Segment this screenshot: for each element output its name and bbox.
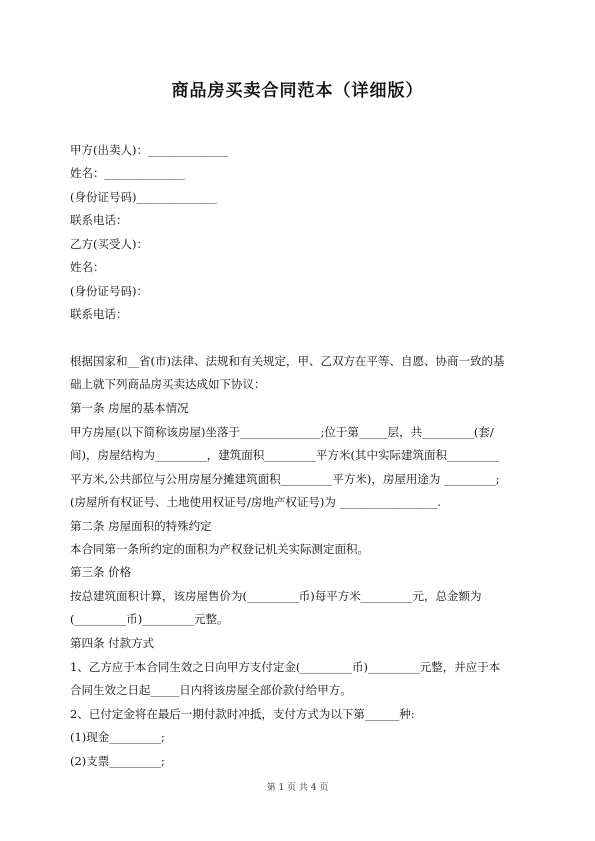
party-a-phone: 联系电话：	[70, 213, 128, 227]
article-4-line-3: 2、已付定金将在最后一期付款时冲抵，支付方式为以下第______种:	[70, 707, 415, 721]
party-b-label: 乙方(买受人)：	[70, 237, 148, 251]
article-1-heading: 第一条 房屋的基本情况	[70, 401, 189, 415]
article-4-line-2: 合同生效之日起_____日内将该房屋全部价款付给甲方。	[70, 683, 352, 697]
party-b-phone: 联系电话：	[70, 307, 128, 321]
article-2-line-1: 本合同第一条所约定的面积为产权登记机关实际测定面积。	[70, 542, 369, 556]
article-1-line-3: 平方米,公共部位与公用房屋分摊建筑面积_________平方米)，房屋用途为 _________;	[70, 472, 500, 486]
article-1-line-2: 间)，房屋结构为_________，建筑面积_________平方米(其中实际建筑面积_________	[70, 448, 499, 462]
preamble-line-2: 础上就下列商品房买卖达成如下协议：	[70, 377, 266, 391]
article-4-line-1: 1、乙方应于本合同生效之日向甲方支付定金(_________币)_________元整，并应于本	[70, 660, 501, 674]
article-1-line-4: (房屋所有权证号、土地使用权证号/房地产权证号)为 _________________.	[70, 495, 441, 509]
article-2-heading: 第二条 房屋面积的特殊约定	[70, 519, 212, 533]
party-b-name: 姓名：	[70, 260, 105, 274]
article-4-heading: 第四条 付款方式	[70, 636, 155, 650]
document-title: 商品房买卖合同范本（详细版）	[171, 81, 424, 101]
article-3-line-2: (_________币)_________元整。	[70, 612, 229, 626]
article-3-heading: 第三条 价格	[70, 565, 132, 579]
party-a-name: 姓名：______________	[70, 166, 185, 180]
payment-option-check: (2)支票_________;	[70, 754, 165, 768]
payment-option-cash: (1)现金_________;	[70, 730, 165, 744]
party-a-label: 甲方(出卖人)：______________	[70, 143, 229, 157]
page-number: 第 1 页 共 4 页	[266, 783, 329, 793]
party-a-id: (身份证号码)______________	[70, 190, 217, 204]
article-1-line-1: 甲方房屋(以下简称该房屋)坐落于______________;位于第_____层，共_________(套/	[70, 425, 494, 439]
preamble-line-1: 根据国家和__省(市)法律、法规和有关规定，甲、乙双方在平等、自愿、协商一致的基	[70, 354, 505, 368]
party-b-id: (身份证号码)：	[70, 284, 148, 298]
article-3-line-1: 按总建筑面积计算，该房屋售价为(_________币)每平方米_________元，总金额为	[70, 589, 482, 603]
